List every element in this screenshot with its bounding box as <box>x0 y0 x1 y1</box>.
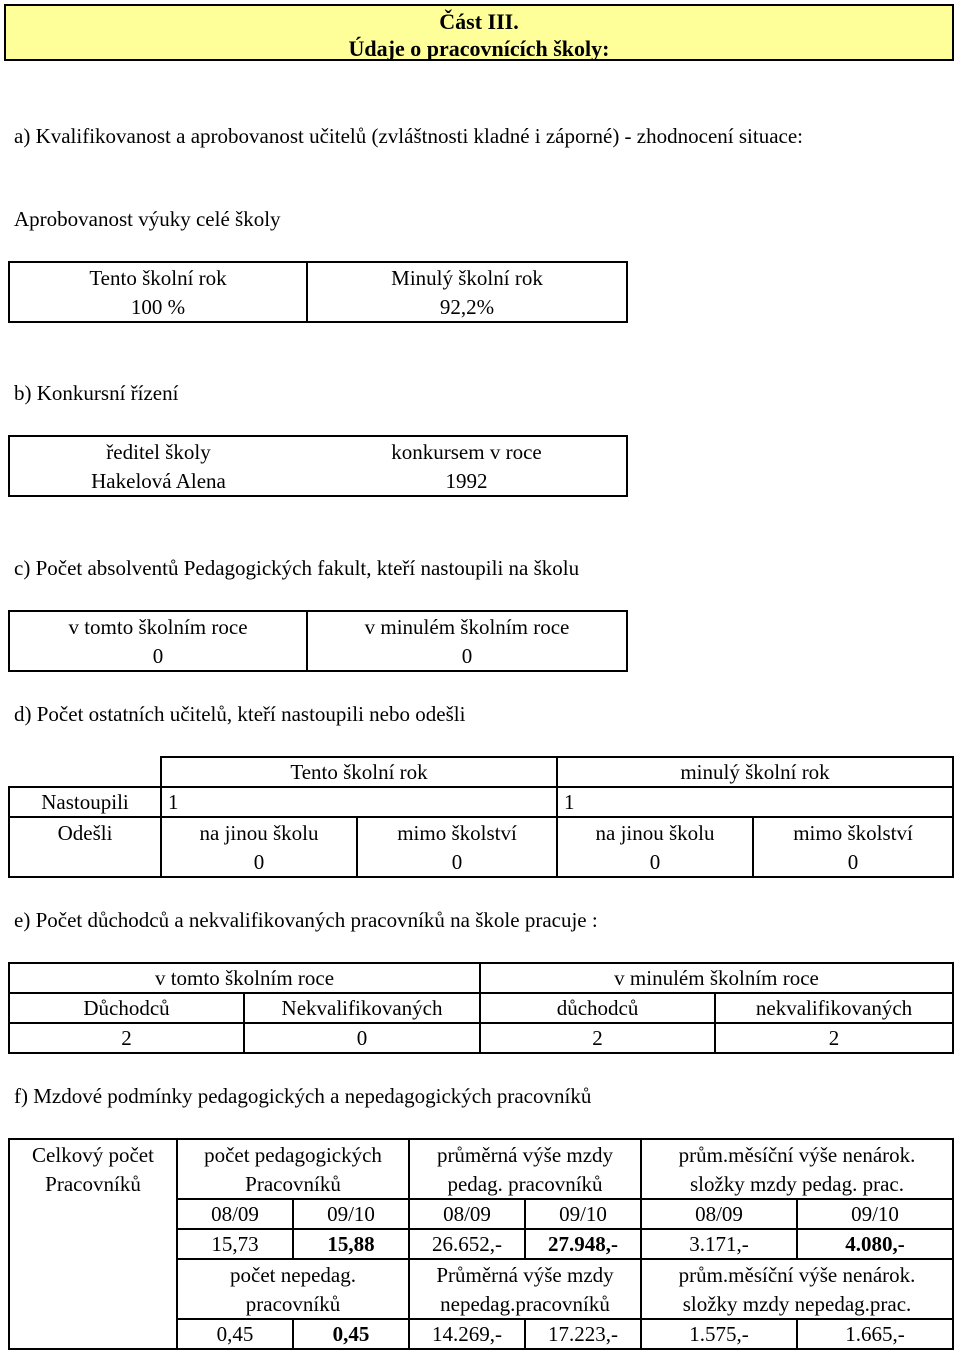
value-cell: 0 <box>244 1023 480 1053</box>
value-cell: 3.171,- <box>641 1229 797 1259</box>
header-cell: konkursem v roce <box>307 436 627 466</box>
value-cell: 1.575,- <box>641 1319 797 1349</box>
subheader-cell: na jinou školu <box>161 817 357 847</box>
header-cell: pracovníků <box>177 1289 409 1319</box>
value-cell: 2 <box>480 1023 715 1053</box>
header-cell: počet pedagogických <box>177 1139 409 1169</box>
value-bold: 4.080,- <box>845 1232 905 1256</box>
empty-cell <box>9 1259 177 1289</box>
subheader-cell: Nekvalifikovaných <box>244 993 480 1023</box>
value-cell: 92,2% <box>307 292 627 322</box>
subheader-cell: nekvalifikovaných <box>715 993 953 1023</box>
header-cell: průměrná výše mzdy <box>409 1139 641 1169</box>
empty-cell <box>9 1229 177 1259</box>
subheader-cell: Důchodců <box>9 993 244 1023</box>
header-cell: nepedag.pracovníků <box>409 1289 641 1319</box>
header-cell: složky mzdy nepedag.prac. <box>641 1289 953 1319</box>
value-cell: 1 <box>161 787 557 817</box>
title-line-2: Údaje o pracovnících školy: <box>348 36 610 61</box>
header-cell: Pracovníků <box>177 1169 409 1199</box>
header-cell: Průměrná výše mzdy <box>409 1259 641 1289</box>
table-duchodci <box>8 962 954 1054</box>
heading-d: d) Počet ostatních učitelů, kteří nastoupili nebo odešli <box>14 702 466 726</box>
subheader-cell: na jinou školu <box>557 817 753 847</box>
year-cell: 09/10 <box>797 1199 953 1229</box>
empty-cell <box>9 1199 177 1229</box>
heading-f: f) Mzdové podmínky pedagogických a nepedagogických pracovníků <box>14 1084 592 1108</box>
value-cell: Hakelová Alena <box>9 466 307 496</box>
header-cell: v minulém školním roce <box>307 611 627 641</box>
value-cell: 1992 <box>307 466 627 496</box>
value-cell: 14.269,- <box>409 1319 525 1349</box>
header-cell: v minulém školním roce <box>480 963 953 993</box>
value-cell <box>293 1319 409 1349</box>
header-cell: prům.měsíční výše nenárok. <box>641 1139 953 1169</box>
table-ucitele <box>8 756 954 878</box>
header-cell: Tento školní rok <box>161 757 557 787</box>
header-cell: v tomto školním roce <box>9 963 480 993</box>
value-cell: 0 <box>161 847 357 877</box>
heading-b: b) Konkursní řízení <box>14 381 179 405</box>
value-bold: 15,88 <box>327 1232 375 1256</box>
year-cell: 08/09 <box>177 1199 293 1229</box>
subheader-cell: mimo školství <box>357 817 557 847</box>
value-cell <box>797 1229 953 1259</box>
value-cell: 0 <box>557 847 753 877</box>
value-cell <box>293 1229 409 1259</box>
header-cell: počet nepedag. <box>177 1259 409 1289</box>
header-cell: pedag. pracovníků <box>409 1169 641 1199</box>
value-cell: 2 <box>9 1023 244 1053</box>
table-aprobovanost <box>8 261 628 323</box>
section-title <box>4 4 954 61</box>
header-cell: Minulý školní rok <box>307 262 627 292</box>
header-cell: ředitel školy <box>9 436 307 466</box>
table-konkurs <box>8 435 628 497</box>
value-cell: 2 <box>715 1023 953 1053</box>
empty-cell <box>9 1289 177 1319</box>
value-cell: 26.652,- <box>409 1229 525 1259</box>
header-cell: minulý školní rok <box>557 757 953 787</box>
value-cell: 17.223,- <box>525 1319 641 1349</box>
heading-c: c) Počet absolventů Pedagogických fakult, kteří nastoupili na školu <box>14 556 580 580</box>
value-cell: 0 <box>307 641 627 671</box>
header-cell: prům.měsíční výše nenárok. <box>641 1259 953 1289</box>
row-label: Odešli <box>9 817 161 847</box>
year-cell: 08/09 <box>641 1199 797 1229</box>
value-cell: 1.665,- <box>797 1319 953 1349</box>
year-cell: 09/10 <box>293 1199 409 1229</box>
header-cell: složky mzdy pedag. prac. <box>641 1169 953 1199</box>
subheader-cell: mimo školství <box>753 817 953 847</box>
value-cell: 0 <box>357 847 557 877</box>
value-cell: 0 <box>753 847 953 877</box>
subheading-a: Aprobovanost výuky celé školy <box>14 207 281 231</box>
heading-a: a) Kvalifikovanost a aprobovanost učitelů (zvláštnosti kladné i záporné) - zhodnocení situace: <box>14 124 803 148</box>
year-cell: 09/10 <box>525 1199 641 1229</box>
value-cell: 0 <box>9 641 307 671</box>
year-cell: 08/09 <box>409 1199 525 1229</box>
table-mzdy <box>8 1138 954 1350</box>
celkovy-label-1: Celkový počet <box>9 1139 177 1169</box>
empty-cell <box>9 1319 177 1349</box>
title-line-1: Část III. <box>439 9 519 34</box>
value-bold: 0,45 <box>332 1322 370 1346</box>
value-cell: 100 % <box>9 292 307 322</box>
subheader-cell: důchodců <box>480 993 715 1023</box>
empty-cell <box>9 847 161 877</box>
row-label: Nastoupili <box>9 787 161 817</box>
value-cell: 15,73 <box>177 1229 293 1259</box>
value-cell <box>525 1229 641 1259</box>
celkovy-label-2: Pracovníků <box>9 1169 177 1199</box>
empty-cell <box>9 757 161 787</box>
table-absolventi <box>8 610 628 672</box>
header-cell: Tento školní rok <box>9 262 307 292</box>
header-cell: v tomto školním roce <box>9 611 307 641</box>
value-cell: 0,45 <box>177 1319 293 1349</box>
value-cell: 1 <box>557 787 953 817</box>
heading-e: e) Počet důchodců a nekvalifikovaných pracovníků na škole pracuje : <box>14 908 598 932</box>
value-bold: 27.948,- <box>548 1232 618 1256</box>
